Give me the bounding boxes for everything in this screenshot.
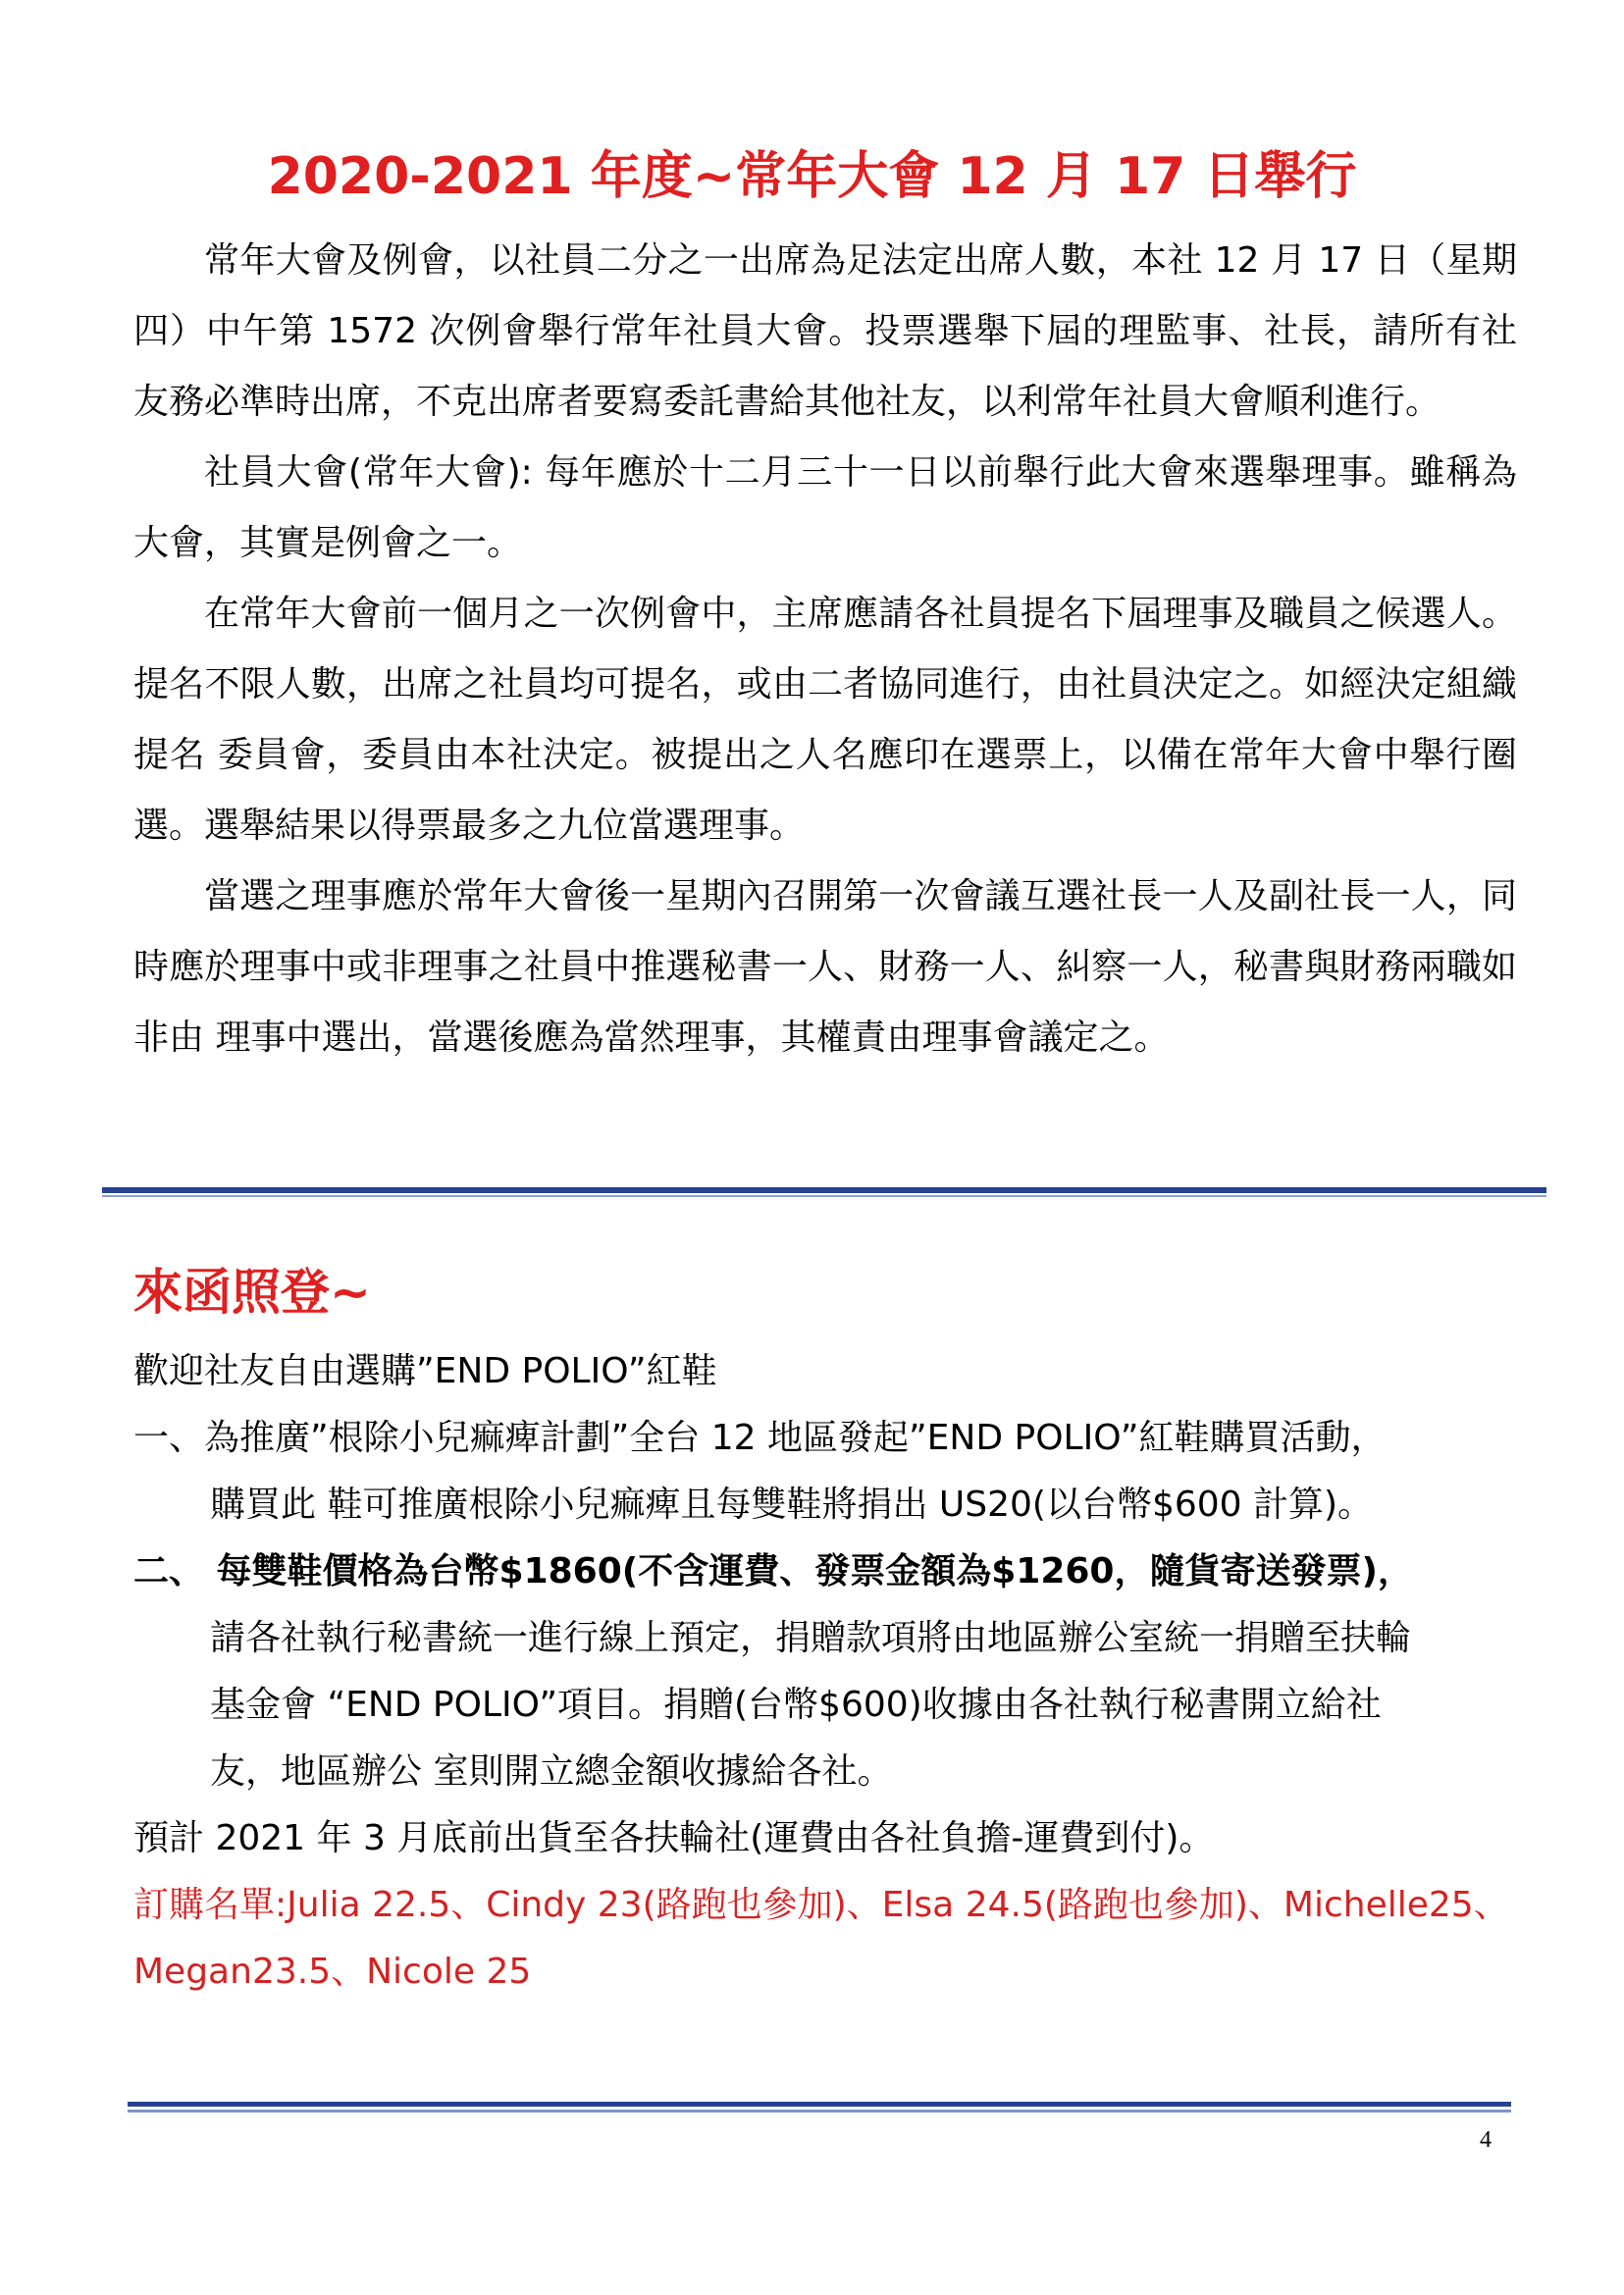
- list-item-2: 二、 每雙鞋價格為台幣$1860(不含運費、發票金額為$1260，隨貨寄送發票)，: [133, 1551, 1413, 1591]
- footer-divider-shadow: [128, 2110, 1511, 2112]
- annual-meeting-section: [133, 226, 1517, 1073]
- list-item-1-cont: 購買此 鞋可推廣根除小兒痲痺且每雙鞋將捐出 US20(以台幣$600 計算)。: [210, 1485, 1374, 1525]
- paragraph: 在常年大會前一個月之一次例會中，主席應請各社員提名下屆理事及職員之候選人。提名不限人數，出席之社員均可提名，或由二者協同進行，由社員決定之。如經決定組織提名 委員會，委員由本社決定。被提出之人名應印在選票上，以備在常年大會中舉行圈選。選舉結果以得票最多之九位當選理事。: [133, 594, 1517, 846]
- page-title: 2020-2021 年度~常年大會 12 月 17 日舉行: [267, 147, 1357, 206]
- list-item-2-cont: 友，地區辦公 室則開立總金額收據給各社。: [210, 1751, 893, 1792]
- footer-divider: [128, 2102, 1511, 2107]
- list-item-2-cont: 基金會 “END POLIO”項目。捐贈(台幣$600)收據由各社執行秘書開立給社: [210, 1685, 1382, 1725]
- order-list: 訂購名單:Julia 22.5、Cindy 23(路跑也參加)、Elsa 24.5(路跑也參加)、Michelle25、: [133, 1885, 1509, 1925]
- list-item-2-cont: 請各社執行秘書統一進行線上預定，捐贈款項將由地區辦公室統一捐贈至扶輪: [210, 1618, 1412, 1658]
- list-item-1: 一、為推廣”根除小兒痲痺計劃”全台 12 地區發起”END POLIO”紅鞋購買活動，: [133, 1418, 1387, 1458]
- order-list-cont: Megan23.5、Nicole 25: [133, 1952, 532, 1992]
- paragraph: 社員大會(常年大會): 每年應於十二月三十一日以前舉行此大會來選舉理事。雖稱為大會，其實是例會之一。: [133, 452, 1517, 563]
- paragraph: 當選之理事應於常年大會後一星期內召開第一次會議互選社長一人及副社長一人，同時應於理事中或非理事之社員中推選秘書一人、財務一人、糾察一人，秘書與財務兩職如非由 理事中選出，當選後應為當然理事，其權責由理事會議定之。: [133, 876, 1517, 1058]
- intro-line: 歡迎社友自由選購”END POLIO”紅鞋: [133, 1351, 717, 1391]
- schedule-line: 預計 2021 年 3 月底前出貨至各扶輪社(運費由各社負擔-運費到付)。: [133, 1818, 1215, 1858]
- section-heading: 來函照登~: [133, 1264, 371, 1321]
- paragraph: 常年大會及例會，以社員二分之一出席為足法定出席人數，本社 12 月 17 日（星期四）中午第 1572 次例會舉行常年社員大會。投票選舉下屆的理監事、社長，請所有社友務必準時出席，不克出席者要寫委託書給其他社友，以利常年社員大會順利進行。: [133, 240, 1517, 422]
- page-number: 4: [1480, 2127, 1492, 2153]
- section-divider: [102, 1187, 1546, 1193]
- section-divider-shadow: [102, 1195, 1546, 1197]
